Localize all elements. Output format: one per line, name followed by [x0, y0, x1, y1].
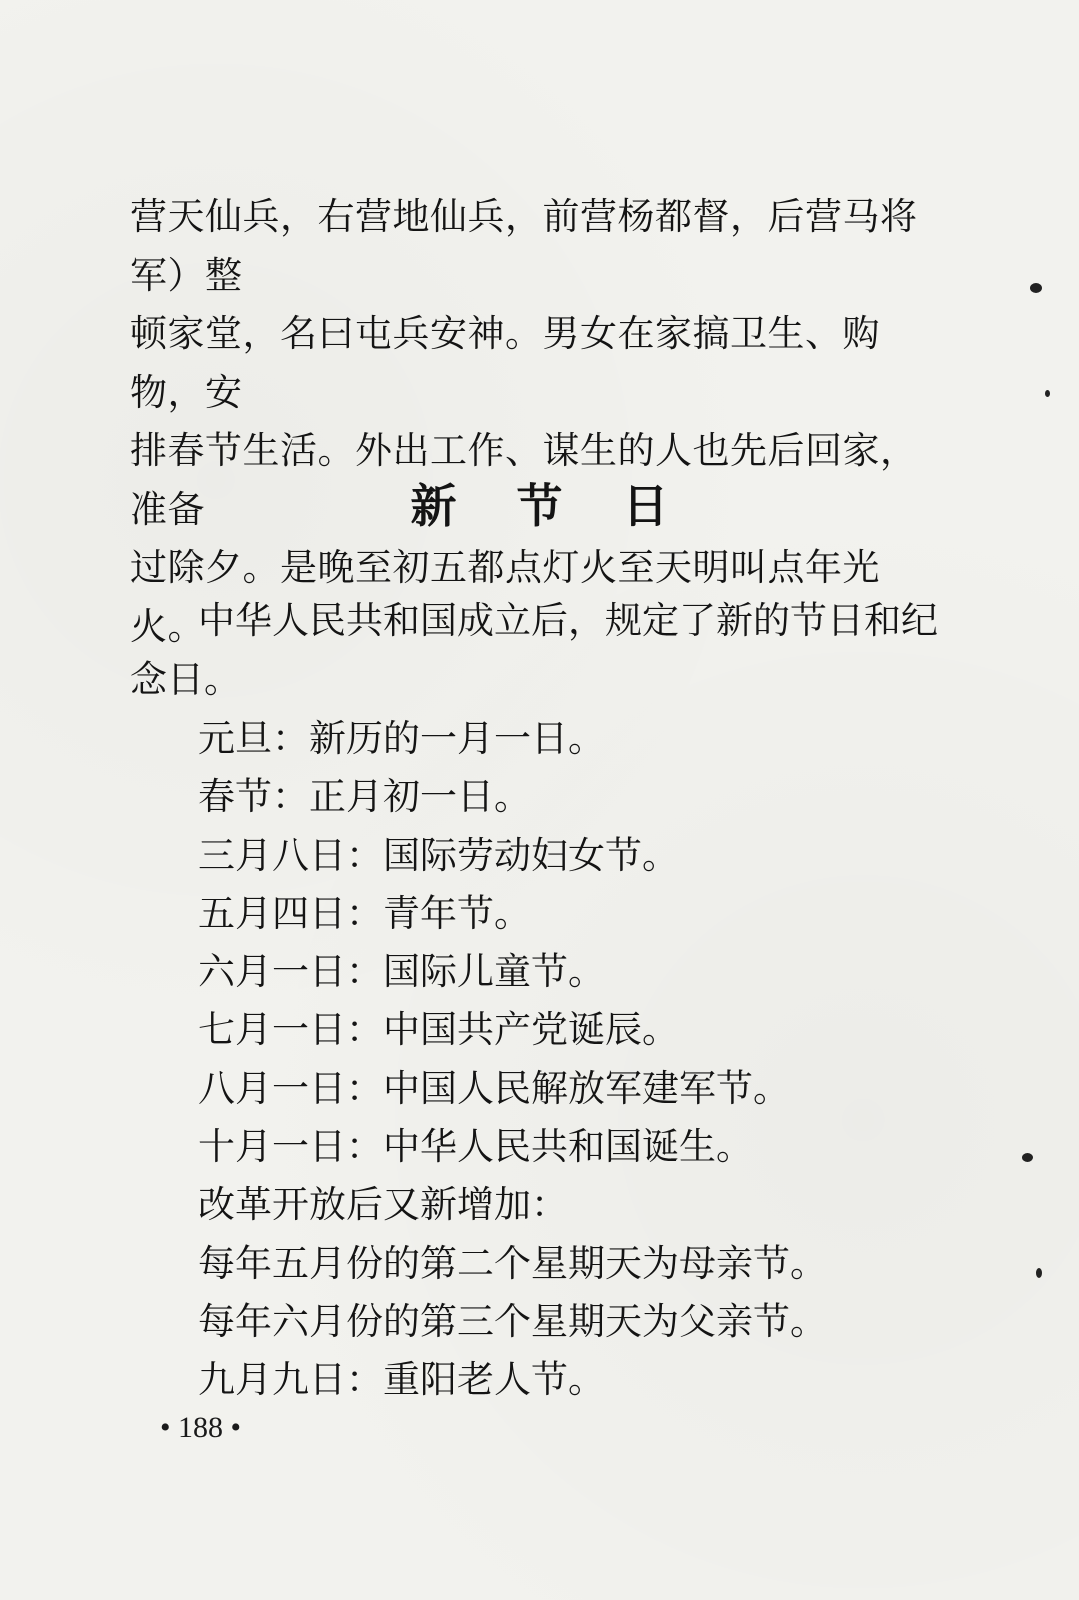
section-title: 新节日	[410, 479, 729, 533]
list-item: 九月九日：重阳老人节。	[198, 1358, 605, 1402]
continued-paragraph	[130, 188, 940, 656]
text-line: 顿家堂，名曰屯兵安神。男女在家搞卫生、购物，安	[130, 312, 880, 414]
text-line: 排春节生活。外出工作、谋生的人也先后回家，准备	[130, 429, 918, 531]
holiday-list	[198, 710, 958, 1410]
list-item: 六月一日：国际儿童节。	[198, 950, 605, 994]
list-item: 三月八日：国际劳动妇女节。	[198, 833, 679, 877]
list-item: 八月一日：中国人民解放军建军节。	[198, 1066, 790, 1110]
list-item: 五月四日：青年节。	[198, 891, 531, 935]
list-item: 十月一日：中华人民共和国诞生。	[198, 1125, 753, 1169]
list-item: 七月一日：中国共产党诞辰。	[198, 1008, 679, 1052]
scan-speck	[1022, 1153, 1033, 1162]
intro-paragraph: 中华人民共和国成立后，规定了新的节日和纪念日。	[130, 599, 938, 701]
list-item: 春节：正月初一日。	[198, 775, 531, 819]
list-item: 每年五月份的第二个星期天为母亲节。	[198, 1241, 827, 1285]
list-item: 元旦：新历的一月一日。	[198, 717, 605, 760]
list-item: 每年六月份的第三个星期天为父亲节。	[198, 1299, 827, 1343]
text-line: 营天仙兵，右营地仙兵，前营杨都督，后营马将军）整	[130, 195, 918, 297]
text-line: 过除夕。是晚至初五都点灯火至天明叫点年光火。	[130, 546, 880, 648]
page-number: • 188 •	[160, 1411, 242, 1444]
scan-speck	[1045, 390, 1050, 397]
scan-speck	[1030, 283, 1042, 293]
list-item: 改革开放后又新增加：	[198, 1183, 568, 1227]
scan-speck	[1036, 1268, 1042, 1278]
